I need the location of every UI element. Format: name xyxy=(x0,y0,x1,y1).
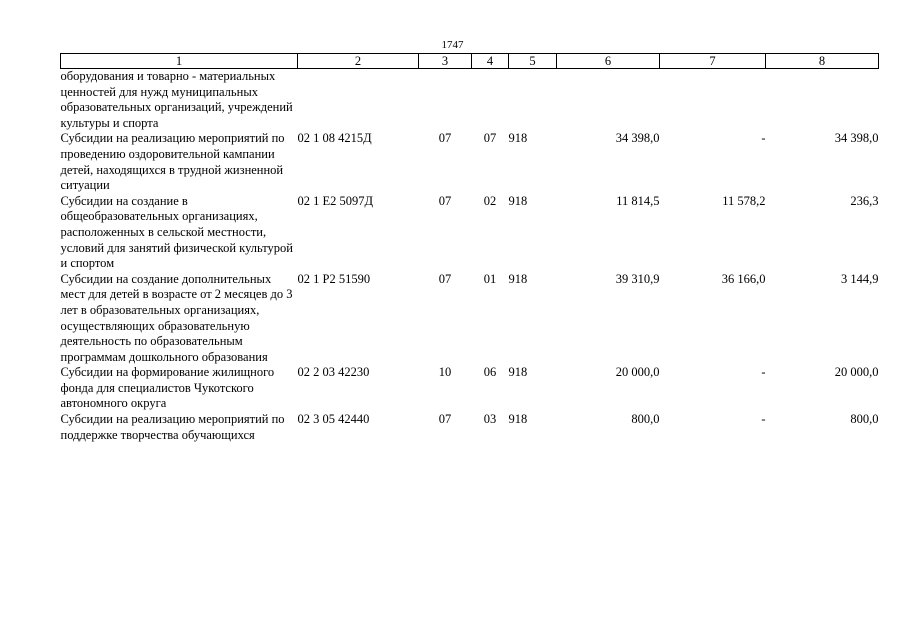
column-header-2: 2 xyxy=(298,54,419,69)
table-row xyxy=(61,365,879,412)
column-header-5: 5 xyxy=(509,54,557,69)
row-section: 07 xyxy=(438,412,452,427)
row-expense-type: 918 xyxy=(508,365,528,380)
page-number: 1747 xyxy=(441,39,464,51)
row-section: 07 xyxy=(438,271,452,286)
row-section xyxy=(419,69,472,132)
budget-table xyxy=(60,53,879,443)
row-federal: 11 578,2 xyxy=(722,193,766,208)
row-federal: - xyxy=(761,131,766,146)
row-subsection xyxy=(472,69,509,132)
row-regional xyxy=(766,69,879,132)
row-total: 20 000,0 xyxy=(615,365,660,380)
row-name: Субсидии на формирование жилищного фонда для специалистов Чукотского автономного округа xyxy=(60,365,275,411)
row-federal: - xyxy=(761,412,766,427)
column-header-3: 3 xyxy=(419,54,472,69)
row-expense-type xyxy=(509,69,557,132)
header-row xyxy=(61,54,879,69)
row-federal: - xyxy=(761,365,766,380)
row-total: 34 398,0 xyxy=(615,131,660,146)
row-expense-type: 918 xyxy=(508,131,528,146)
column-header-4: 4 xyxy=(472,54,509,69)
row-subsection: 02 xyxy=(483,193,497,208)
row-regional: 3 144,9 xyxy=(841,271,879,286)
row-code: 02 2 03 42230 xyxy=(297,365,370,380)
row-subsection: 01 xyxy=(483,271,497,286)
row-regional: 34 398,0 xyxy=(834,131,879,146)
row-total xyxy=(557,69,660,132)
row-expense-type: 918 xyxy=(508,271,528,286)
row-regional: 20 000,0 xyxy=(834,365,879,380)
table-row xyxy=(61,131,879,193)
row-name: Субсидии на реализацию мероприятий по поддержке творчества обучающихся xyxy=(60,412,285,442)
row-name: Субсидии на создание в общеобразовательных организациях, расположенных в сельской местности, условий для занятий физической культурой и спортом xyxy=(60,193,293,271)
row-code: 02 1 08 4215Д xyxy=(297,131,372,146)
row-code: 02 1 P2 51590 xyxy=(297,271,371,286)
row-section: 07 xyxy=(438,131,452,146)
row-total: 800,0 xyxy=(631,412,660,427)
row-total: 39 310,9 xyxy=(615,271,660,286)
row-regional: 800,0 xyxy=(850,412,879,427)
row-section: 10 xyxy=(438,365,452,380)
row-code: 02 1 Е2 5097Д xyxy=(297,193,374,208)
row-expense-type: 918 xyxy=(508,193,528,208)
row-code xyxy=(298,69,419,132)
row-name: оборудования и товарно - материальных ценностей для нужд муниципальных образовательных организаций, учреждений культуры и спорта xyxy=(60,69,293,130)
row-subsection: 06 xyxy=(483,365,497,380)
row-expense-type: 918 xyxy=(508,412,528,427)
row-subsection: 03 xyxy=(483,412,497,427)
row-federal xyxy=(660,69,766,132)
row-regional: 236,3 xyxy=(850,193,879,208)
table-row xyxy=(61,194,879,272)
row-section: 07 xyxy=(438,193,452,208)
row-code: 02 3 05 42440 xyxy=(297,412,370,427)
row-name: Субсидии на реализацию мероприятий по проведению оздоровительной кампании детей, находящихся в трудной жизненной ситуации xyxy=(60,131,285,193)
row-subsection: 07 xyxy=(483,131,497,146)
row-federal: 36 166,0 xyxy=(721,271,766,286)
table-row xyxy=(61,69,879,132)
table-row xyxy=(61,272,879,366)
column-header-1: 1 xyxy=(61,54,298,69)
column-header-7: 7 xyxy=(660,54,766,69)
row-total: 11 814,5 xyxy=(616,193,660,208)
table-row xyxy=(61,412,879,443)
row-name: Субсидии на создание дополнительных мест для детей в возрасте от 2 месяцев до 3 лет в образовательных организациях, осуществляющих образовательную деятельность по образовательным программам дошкольного образования xyxy=(60,271,293,364)
column-header-6: 6 xyxy=(557,54,660,69)
column-header-8: 8 xyxy=(766,54,879,69)
